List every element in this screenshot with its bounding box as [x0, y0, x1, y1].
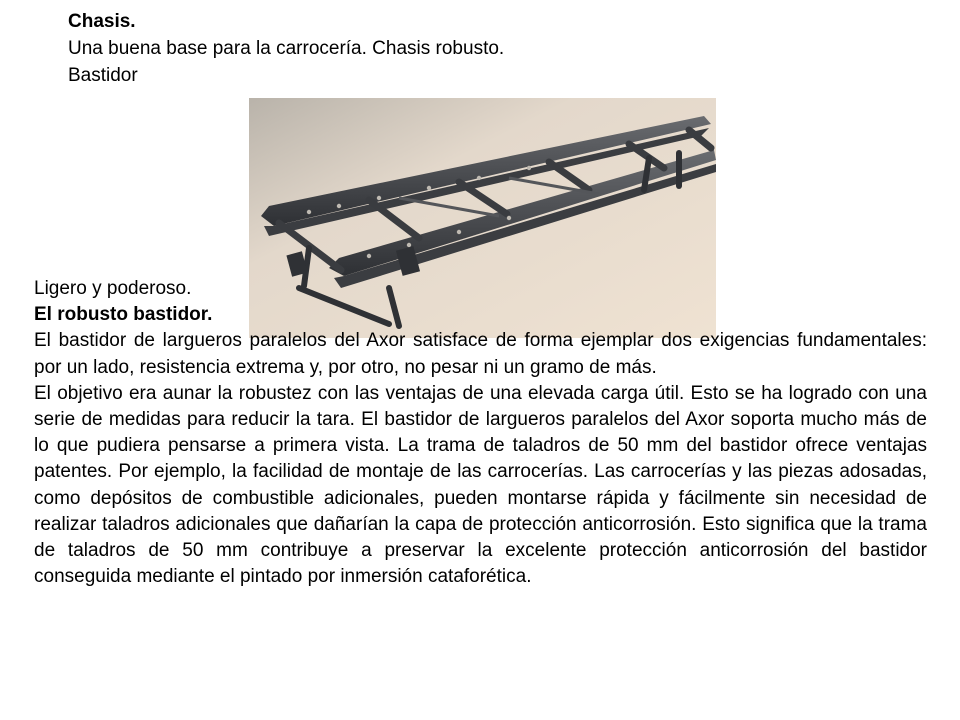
slide-subtitle-2: Bastidor	[68, 65, 138, 86]
slide-header	[68, 8, 504, 89]
section-heading: El robusto bastidor.	[34, 304, 213, 326]
intro-line: Ligero y poderoso.	[34, 278, 192, 299]
paragraph-2: El objetivo era aunar la robustez con las ventajas de una elevada carga útil. Esto se ha logrado con una serie de medidas para reducir la tara. El bastidor de largueros paralelos del Axor soporta mucho más de lo que pudiera pensarse a primera vista. La trama de taladros de 50 mm del bastidor ofrece ventajas patentes. Por ejemplo, la facilidad de montaje de las carrocerías. Las carrocerías y las piezas adosadas, como depósitos de combustible adicionales, pueden montarse rápida y fácilmente sin necesidad de realizar taladros adicionales que dañarían la capa de protección anticorrosión. Esto significa que la trama de taladros de 50 mm contribuye a preservar la excelente protección anticorrosión del bastidor conseguida mediante el pintado por inmersión cataforética.	[34, 382, 927, 588]
body-text	[34, 276, 927, 590]
slide-subtitle: Una buena base para la carrocería. Chasis robusto.	[68, 38, 505, 59]
slide-title: Chasis.	[68, 11, 136, 32]
paragraph-1: El bastidor de largueros paralelos del Axor satisface de forma ejemplar dos exigencias fundamentales: por un lado, resistencia extrema y, por otro, no pesar ni un gramo de más.	[34, 330, 927, 378]
